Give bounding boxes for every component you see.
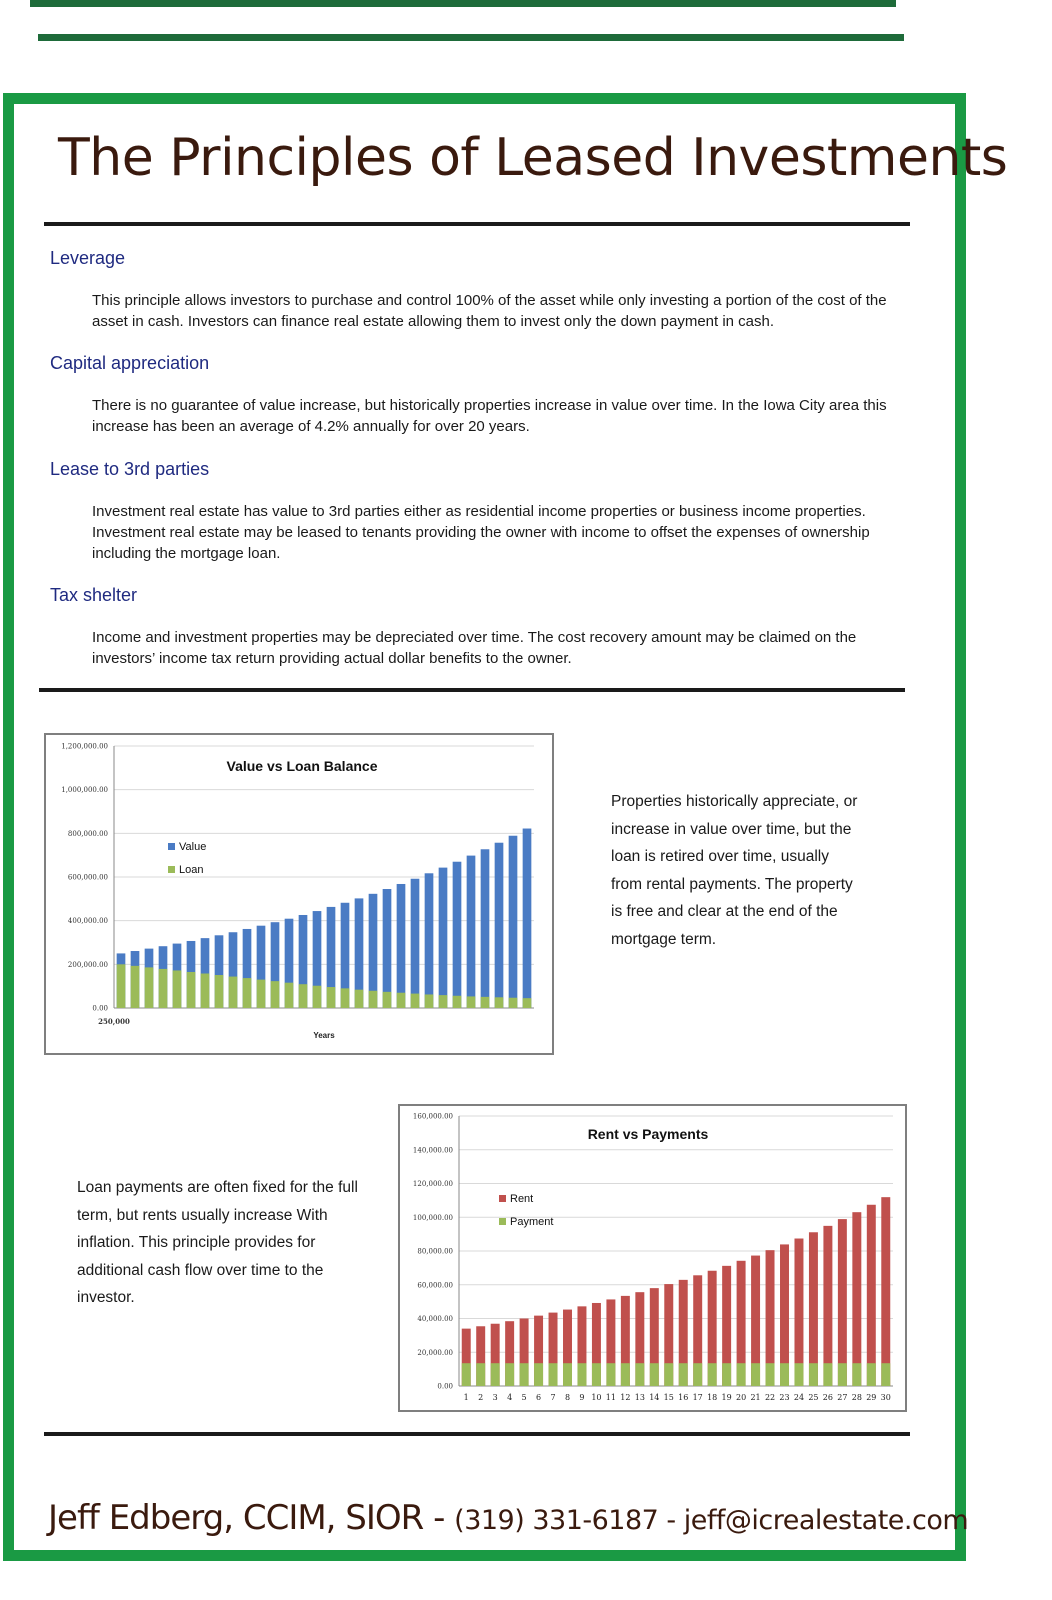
chart2-bar-payment: [606, 1363, 615, 1386]
footer-divider: [44, 1432, 910, 1436]
chart2-x-tick-label: 24: [793, 1393, 805, 1402]
chart2-x-tick-label: 5: [521, 1393, 527, 1402]
sections-divider: [39, 688, 905, 692]
chart2-x-tick-label: 3: [492, 1393, 498, 1402]
chart1-bar-value: [495, 843, 504, 1008]
chart2-x-tick-label: 4: [507, 1393, 513, 1402]
chart2-bar-payment: [476, 1363, 485, 1386]
chart2-bar-payment: [708, 1363, 717, 1386]
chart2-y-tick-label: 120,000.00: [412, 1180, 453, 1188]
chart1-x-tick-label: 250,000: [98, 1017, 130, 1026]
chart1-legend-swatch-loan: [168, 866, 175, 873]
chart1-bar-value: [453, 862, 462, 1008]
chart2-bar-payment: [766, 1363, 775, 1386]
chart2-title: Rent vs Payments: [587, 1126, 709, 1142]
chart2-y-tick-label: 20,000.00: [417, 1348, 453, 1357]
chart2-bar-rent: [852, 1212, 861, 1386]
section-heading-capital-appreciation: Capital appreciation: [50, 353, 210, 373]
chart1-bar-loan: [201, 974, 210, 1008]
chart1-bar-loan: [439, 995, 448, 1008]
chart1-bar-loan: [355, 990, 364, 1008]
chart2-y-tick-label: 0.00: [437, 1382, 453, 1391]
section-text-leverage: This principle allows investors to purchase and control 100% of the asset while only investing a portion of the cost of the asset in cash. Investors can finance real estate allowing them to invest only the down payment in cash.: [92, 292, 887, 330]
section-heading-tax-shelter: Tax shelter: [50, 585, 138, 605]
chart2-bar-payment: [592, 1363, 601, 1386]
chart1-legend-label-value: Value: [179, 841, 207, 853]
chart2-bar-payment: [635, 1363, 644, 1386]
chart1-bar-value: [481, 849, 490, 1008]
chart2-bar-rent: [838, 1219, 847, 1386]
chart2-bar-payment: [534, 1363, 543, 1386]
chart2-x-tick-label: 20: [736, 1393, 747, 1402]
chart1-y-tick-label: 600,000.00: [67, 873, 108, 882]
chart1-bar-loan: [327, 987, 336, 1008]
chart2-bar-payment: [505, 1363, 514, 1386]
chart1-legend-swatch-value: [168, 843, 175, 850]
section-text-capital-appreciation: There is no guarantee of value increase, but historically properties increase in value over time. In the Iowa City area this increase has been an average of 4.2% annually for over 20 years.: [92, 397, 887, 435]
chart1-bar-loan: [369, 991, 378, 1008]
chart2-x-tick-label: 21: [750, 1393, 761, 1402]
chart2-bar-payment: [881, 1363, 890, 1386]
chart2-x-tick-label: 30: [880, 1393, 891, 1402]
chart2-bar-payment: [737, 1363, 746, 1386]
section-heading-lease-third-parties: Lease to 3rd parties: [50, 459, 210, 479]
chart1-bar-value: [411, 879, 420, 1008]
chart2-legend-swatch-payment: [499, 1218, 506, 1225]
chart2-bar-payment: [809, 1363, 818, 1386]
chart2-legend-label-payment: Payment: [510, 1216, 554, 1228]
chart2-bar-payment: [491, 1363, 500, 1386]
chart1-bar-loan: [425, 994, 434, 1008]
title-divider: [44, 222, 910, 226]
chart1-bar-loan: [215, 975, 224, 1008]
chart2-bar-payment: [549, 1363, 558, 1386]
chart2-bar-payment: [722, 1363, 731, 1386]
chart1-bar-loan: [257, 980, 266, 1008]
chart1-bar-loan: [481, 997, 490, 1008]
chart2-bar-payment: [650, 1363, 659, 1386]
chart2-bar-payment: [780, 1363, 789, 1386]
chart2-x-tick-label: 27: [837, 1393, 848, 1402]
footer-contact: [48, 1498, 968, 1538]
chart1-x-axis-label: Years: [313, 1031, 335, 1040]
chart1-bar-value: [523, 829, 532, 1008]
chart1-bar-loan: [159, 969, 168, 1008]
chart2-bar-payment: [823, 1363, 832, 1386]
chart2-x-tick-label: 11: [605, 1393, 616, 1402]
footer-phone-email: (319) 331-6187 - jeff@icrealestate.com: [454, 1505, 969, 1536]
chart2-bar-payment: [520, 1363, 529, 1386]
chart1-bar-loan: [523, 998, 532, 1008]
chart1-title: Value vs Loan Balance: [226, 758, 378, 774]
chart2-bar-rent: [809, 1232, 818, 1386]
chart1-y-tick-label: 1,200,000.00: [61, 742, 108, 751]
chart1-bar-value: [509, 836, 518, 1008]
chart1-bar-loan: [411, 994, 420, 1008]
rent-vs-payments-chart-svg: [400, 1106, 905, 1410]
chart2-y-tick-label: 160,000.00: [412, 1112, 453, 1121]
chart1-bar-loan: [467, 996, 476, 1008]
chart1-y-tick-label: 800,000.00: [67, 829, 108, 838]
chart2-bar-payment: [794, 1363, 803, 1386]
chart1-bar-loan: [299, 984, 308, 1008]
chart2-bar-rent: [881, 1197, 890, 1386]
chart2-y-tick-label: 100,000.00: [412, 1213, 453, 1222]
chart1-bar-loan: [285, 983, 294, 1008]
chart1-bar-value: [397, 884, 406, 1008]
chart1-bar-loan: [495, 997, 504, 1008]
chart1-bar-loan: [243, 978, 252, 1008]
chart1-bar-loan: [383, 992, 392, 1008]
chart2-y-tick-label: 40,000.00: [417, 1315, 453, 1323]
chart2-bar-payment: [679, 1363, 688, 1386]
chart1-y-tick-label: 400,000.00: [67, 917, 108, 926]
chart2-x-tick-label: 22: [764, 1393, 776, 1402]
chart1-bar-loan: [397, 993, 406, 1008]
chart2-bar-rent: [867, 1205, 876, 1386]
chart2-x-tick-label: 7: [550, 1393, 556, 1402]
chart2-x-tick-label: 18: [707, 1393, 718, 1402]
chart2-bar-payment: [852, 1363, 861, 1386]
chart2-x-tick-label: 9: [579, 1393, 585, 1402]
chart2-x-tick-label: 28: [851, 1393, 862, 1402]
chart2-bar-payment: [462, 1363, 471, 1386]
footer-name: Jeff Edberg, CCIM, SIOR -: [48, 1498, 455, 1538]
chart2-bar-payment: [664, 1363, 673, 1386]
chart2-x-tick-label: 2: [478, 1393, 484, 1402]
chart1-bar-loan: [117, 964, 126, 1008]
section-text-tax-shelter: Income and investment properties may be depreciated over time. The cost recovery amount may be claimed on the investors’ income tax return providing actual dollar benefits to the owner.: [92, 629, 857, 667]
chart1-bar-loan: [271, 981, 280, 1008]
chart2-x-tick-label: 1: [463, 1393, 469, 1402]
chart1-bar-loan: [509, 998, 518, 1008]
chart2-bar-payment: [867, 1363, 876, 1386]
chart1-legend-label-loan: Loan: [179, 864, 204, 876]
chart2-x-tick-label: 8: [564, 1393, 571, 1402]
chart2-x-tick-label: 23: [779, 1393, 790, 1402]
chart1-bar-loan: [173, 970, 182, 1008]
chart2-bar-rent: [823, 1226, 832, 1386]
chart1-bar-loan: [453, 996, 462, 1008]
chart2-x-tick-label: 15: [663, 1393, 674, 1402]
chart2-x-tick-label: 13: [634, 1393, 645, 1402]
chart2-x-tick-label: 29: [866, 1393, 877, 1402]
chart1-bar-loan: [341, 988, 350, 1008]
chart2-legend-label-rent: Rent: [510, 1193, 534, 1205]
chart2-bar-payment: [751, 1363, 760, 1386]
chart2-x-tick-label: 19: [721, 1393, 732, 1402]
chart2-y-tick-label: 140,000.00: [412, 1146, 453, 1155]
chart2-x-tick-label: 25: [808, 1393, 819, 1402]
chart1-bar-value: [467, 856, 476, 1008]
chart2-bar-payment: [838, 1363, 847, 1386]
value-vs-loan-chart-svg: [46, 735, 552, 1053]
chart2-y-tick-label: 80,000.00: [417, 1247, 453, 1256]
value-vs-loan-chart: [44, 733, 554, 1055]
chart1-bar-loan: [187, 972, 196, 1008]
section-heading-leverage: Leverage: [50, 248, 126, 268]
top-accent-line-2: [38, 34, 904, 41]
chart2-x-tick-label: 26: [822, 1393, 833, 1402]
chart2-x-tick-label: 10: [591, 1393, 602, 1402]
chart1-bar-loan: [313, 986, 322, 1008]
chart1-bar-loan: [229, 977, 238, 1008]
chart1-bar-loan: [131, 966, 140, 1008]
chart2-bar-payment: [563, 1363, 572, 1386]
chart2-x-tick-label: 14: [649, 1393, 660, 1402]
chart2-bar-payment: [577, 1363, 586, 1386]
page-title: The Principles of Leased Investments: [58, 128, 1008, 188]
chart2-x-tick-label: 12: [620, 1393, 631, 1402]
chart1-y-tick-label: 1,000,000.00: [61, 786, 108, 795]
top-accent-line-1: [30, 0, 896, 7]
side-text-loan-payments: Loan payments are often fixed for the full term, but rents usually increase With inflation. This principle provides for additional cash flow over time to the investor.: [77, 1179, 358, 1306]
chart2-x-tick-label: 17: [692, 1393, 703, 1402]
chart2-bar-payment: [693, 1363, 702, 1386]
chart2-x-tick-label: 16: [678, 1393, 689, 1402]
chart2-x-tick-label: 6: [536, 1393, 542, 1402]
rent-vs-payments-chart: [398, 1104, 907, 1412]
chart1-bar-value: [425, 873, 434, 1008]
chart2-y-tick-label: 60,000.00: [417, 1281, 453, 1290]
section-text-lease-third-parties: Investment real estate has value to 3rd parties either as residential income properties or business income properties. Investment real estate may be leased to tenants providing the owner with income to offset the expenses of ownership including the mortgage loan.: [92, 503, 870, 562]
chart1-bar-value: [439, 868, 448, 1008]
chart1-y-tick-label: 200,000.00: [67, 960, 108, 969]
chart1-y-tick-label: 0.00: [92, 1004, 108, 1013]
chart1-bar-value: [383, 889, 392, 1008]
chart1-bar-loan: [145, 967, 154, 1008]
chart2-bar-payment: [621, 1363, 630, 1386]
side-text-appreciation: Properties historically appreciate, or increase in value over time, but the loan is retired over time, usually from rental payments. The property is free and clear at the end of the mortgage term.: [611, 793, 858, 948]
chart2-legend-swatch-rent: [499, 1195, 506, 1202]
